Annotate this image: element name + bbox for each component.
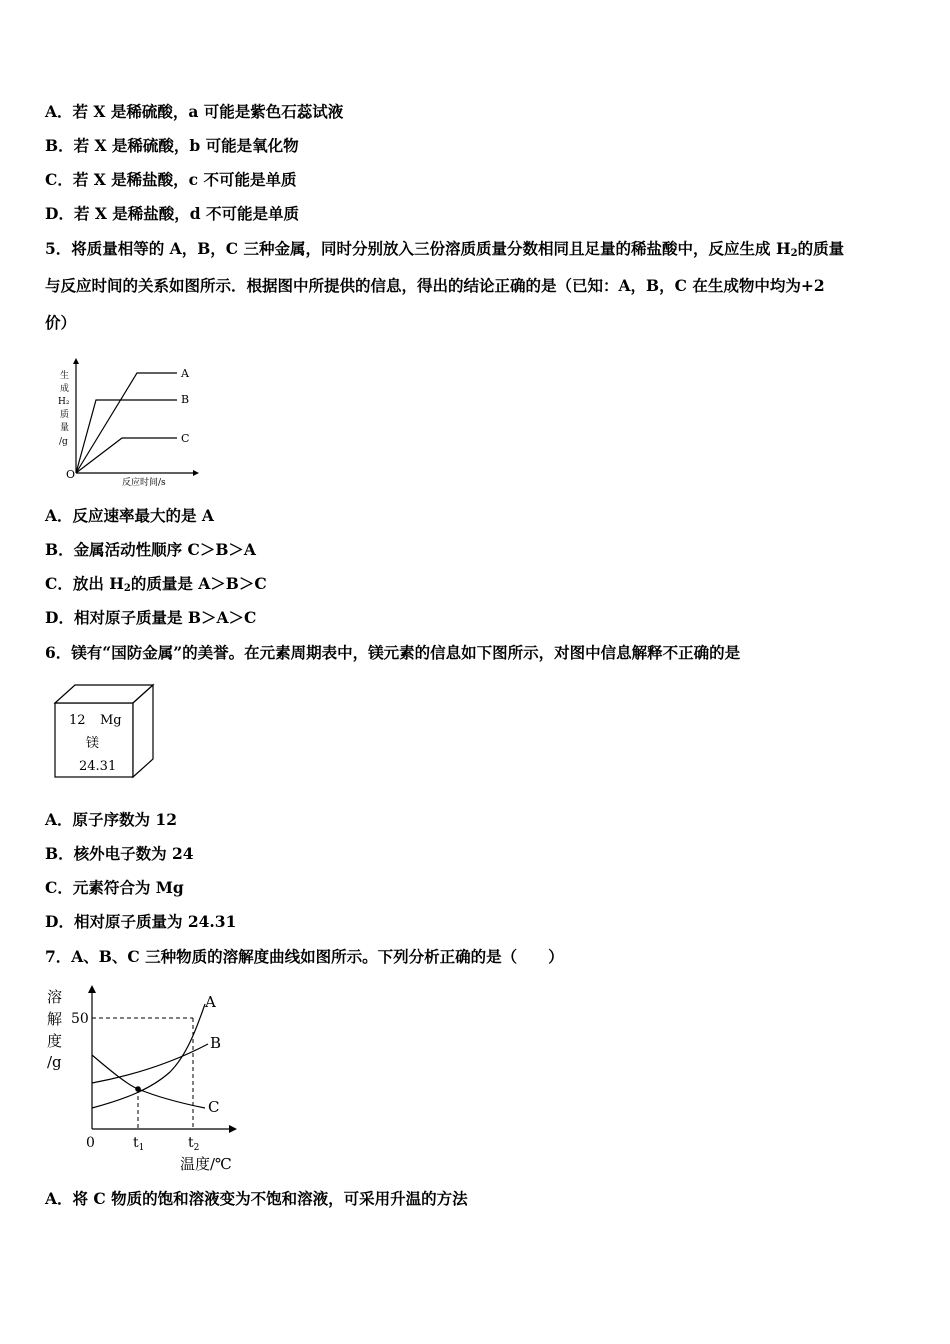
q5-y-label-char: H₂: [58, 397, 70, 407]
q4-option-b: B．若 X 是稀硫酸，b 可能是氧化物: [45, 136, 299, 155]
q7-solubility-chart: [40, 982, 250, 1177]
q7-x-label: 温度/℃: [180, 1155, 232, 1173]
q5-y-label-char: /g: [59, 437, 68, 447]
q6-option-d: D．相对原子质量为 24.31: [45, 912, 237, 931]
q7-curve-c: [92, 1055, 205, 1108]
q7-y-label-char: /g: [47, 1053, 62, 1071]
q7-curve-b: [92, 1044, 208, 1083]
q7-series-c-label: C: [208, 1098, 220, 1116]
q7-y-tick-50: 50: [71, 1011, 89, 1027]
q5-series-c-line: [76, 438, 177, 473]
q7-series-a-label: A: [205, 993, 216, 1011]
q5-x-label: 反应时间/s: [122, 478, 166, 488]
q5-option-d: D．相对原子质量是 B＞A＞C: [45, 608, 257, 627]
q6-atomic-number: 12: [69, 713, 86, 728]
q7-y-label-char: 解: [47, 1010, 63, 1028]
q6-element-symbol: Mg: [100, 713, 122, 728]
q6-element-card: [52, 682, 162, 782]
q6-option-c: C．元素符合为 Mg: [45, 878, 184, 897]
q5-origin-label: O: [66, 468, 76, 481]
q4-option-a: A．若 X 是稀硫酸，a 可能是紫色石蕊试液: [45, 102, 344, 121]
q7-t1-text: t: [133, 1135, 139, 1151]
q5-x-arrow: [193, 470, 199, 476]
q7-t2-label: [188, 1135, 199, 1153]
q7-y-label: [47, 988, 62, 1071]
q6-stem: 6．镁有“国防金属”的美誉。在元素周期表中，镁元素的信息如下图所示，对图中信息解释不正确的是: [45, 643, 741, 662]
q5-option-a: A．反应速率最大的是 A: [45, 506, 214, 525]
q7-t1-sub: 1: [138, 1143, 145, 1153]
q7-origin-label: 0: [86, 1135, 95, 1151]
q5-y-label-char: 成: [60, 384, 70, 394]
q7-intersection-point: [135, 1086, 141, 1092]
q5-stem-line3: 价）: [45, 313, 77, 332]
q7-y-label-char: 度: [47, 1032, 63, 1050]
q7-stem: 7．A、B、C 三种物质的溶解度曲线如图所示。下列分析正确的是（ ）: [45, 947, 564, 966]
q4-option-d: D．若 X 是稀盐酸，d 不可能是单质: [45, 204, 299, 223]
q5-series-b-label: B: [181, 393, 190, 406]
q7-y-label-char: 溶: [47, 988, 63, 1006]
q5-series-c-label: C: [181, 432, 190, 445]
q6-element-name: 镁: [86, 736, 100, 751]
q7-t1-label: [133, 1135, 144, 1153]
q4-option-c: C．若 X 是稀盐酸，c 不可能是单质: [45, 170, 297, 189]
q5-series-a-label: A: [181, 367, 189, 380]
q5-y-label-char: 质: [60, 410, 70, 420]
q6-atomic-mass: 24.31: [79, 759, 117, 774]
q5-y-label-char: 量: [60, 423, 70, 433]
q7-option-a: A．将 C 物质的饱和溶液变为不饱和溶液，可采用升温的方法: [45, 1189, 468, 1208]
q5-y-arrow: [73, 358, 79, 364]
q6-option-b: B．核外电子数为 24: [45, 844, 194, 863]
q5-series-a-line: [76, 373, 177, 473]
q5-y-label: [58, 369, 70, 447]
q5-option-b: B．金属活动性顺序 C＞B＞A: [45, 540, 256, 559]
q6-option-a: A．原子序数为 12: [45, 810, 177, 829]
q7-t2-text: t: [188, 1135, 194, 1151]
q5-option-c: C．放出 $H_2$的质量是 A＞B＞C: [45, 574, 267, 594]
q7-y-arrow: [88, 985, 96, 993]
q7-x-arrow: [229, 1125, 237, 1133]
q7-series-b-label: B: [210, 1034, 222, 1052]
q5-stem-line2: 与反应时间的关系如图所示．根据图中所提供的信息，得出的结论正确的是（已知：A，B，C 在生成物中均为+2: [45, 276, 825, 295]
q5-figure-chart: [55, 358, 205, 488]
q5-y-label-char: 生: [60, 371, 70, 381]
q5-stem-line1: 5．将质量相等的 A，B，C 三种金属，同时分别放入三份溶质质量分数相同且足量的稀盐酸中，反应生成 $H_2$的质量: [45, 239, 845, 259]
q7-t2-sub: 2: [193, 1143, 200, 1153]
